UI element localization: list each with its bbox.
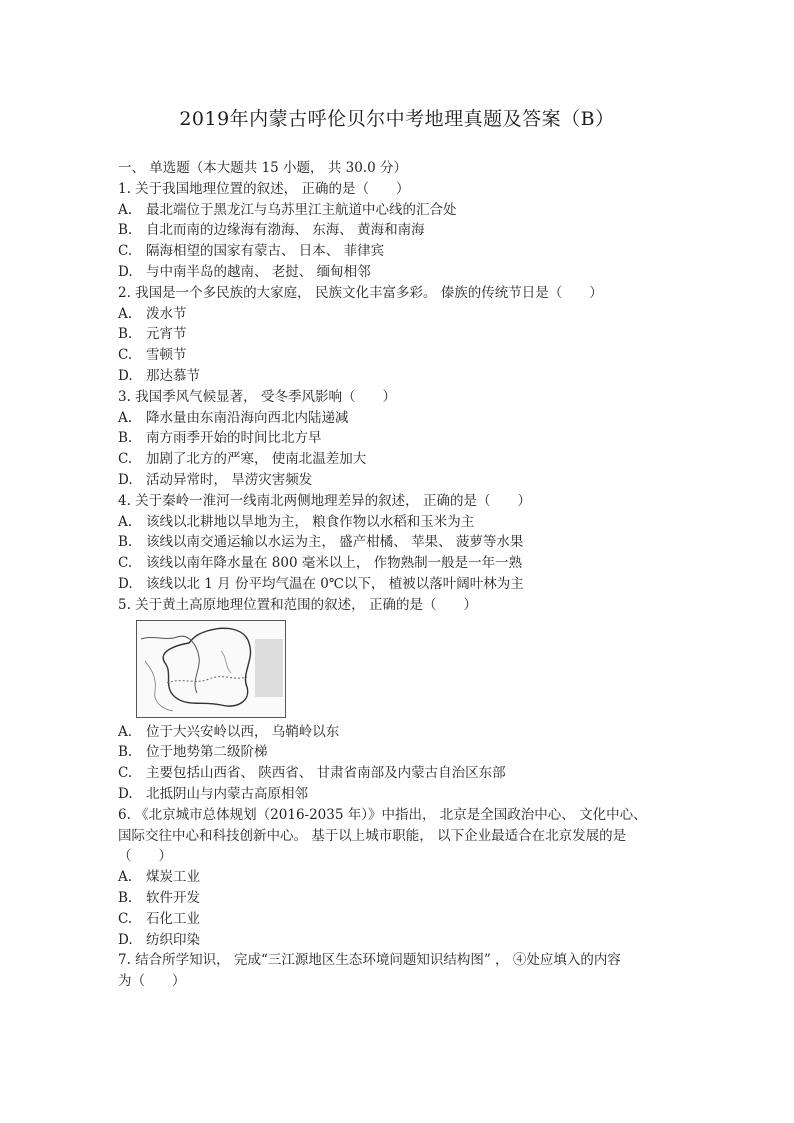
option-letter: C. bbox=[118, 555, 133, 572]
question-3-option-d[interactable] bbox=[118, 470, 698, 491]
option-letter: A. bbox=[118, 409, 133, 426]
question-3-option-b[interactable] bbox=[118, 428, 698, 449]
question-1-option-c[interactable] bbox=[118, 241, 698, 262]
question-1-stem: 1. 关于我国地理位置的叙述， 正确的是（ ） bbox=[118, 180, 410, 197]
option-text: 雪顿节 bbox=[146, 347, 187, 364]
option-text: 最北端位于黑龙江与乌苏里江主航道中心线的汇合处 bbox=[146, 201, 457, 218]
option-letter: A. bbox=[118, 305, 133, 322]
question-1-option-d[interactable] bbox=[118, 262, 698, 283]
option-letter: D. bbox=[118, 575, 133, 592]
option-text: 该线以南交通运输以水运为主， 盛产柑橘、 苹果、 菠萝等水果 bbox=[146, 534, 524, 551]
option-letter: B. bbox=[118, 326, 133, 343]
question-4-option-b[interactable] bbox=[118, 532, 698, 553]
option-text: 该线以南年降水量在 800 毫米以上， 作物熟制一般是一年一熟 bbox=[146, 555, 523, 572]
option-letter: D. bbox=[118, 263, 133, 280]
option-text: 石化工业 bbox=[146, 910, 200, 927]
option-text: 纺织印染 bbox=[146, 931, 200, 948]
option-letter: C. bbox=[118, 347, 133, 364]
option-text: 降水量由东南沿海向西北内陆递减 bbox=[146, 409, 349, 426]
option-text: 活动异常时， 旱涝灾害频发 bbox=[146, 471, 313, 488]
option-text: 该线以北耕地以旱地为主， 粮食作物以水稻和玉米为主 bbox=[146, 513, 475, 530]
option-letter: C. bbox=[118, 451, 133, 468]
option-letter: B. bbox=[118, 430, 133, 447]
question-6-option-c[interactable] bbox=[118, 909, 698, 930]
option-letter: A. bbox=[118, 201, 133, 218]
option-text: 北抵阴山与内蒙古高原相邻 bbox=[146, 785, 308, 802]
option-text: 那达慕节 bbox=[146, 367, 200, 384]
question-2-stem: 2. 我国是一个多民族的大家庭， 民族文化丰富多彩。 傣族的传统节日是（ ） bbox=[118, 284, 603, 301]
question-3-stem: 3. 我国季风气候显著， 受冬季风影响（ ） bbox=[118, 388, 396, 405]
option-letter: C. bbox=[118, 765, 133, 782]
question-6-option-d[interactable] bbox=[118, 930, 698, 951]
river-branch bbox=[221, 651, 231, 673]
option-letter: C. bbox=[118, 243, 133, 260]
question-4-option-a[interactable] bbox=[118, 512, 698, 533]
option-letter: B. bbox=[118, 222, 133, 239]
question-4-stem: 4. 关于秦岭一淮河一线南北两侧地理差异的叙述， 正确的是（ ） bbox=[118, 492, 531, 509]
plateau-boundary bbox=[163, 628, 250, 706]
question-2-option-b[interactable] bbox=[118, 324, 698, 345]
question-6-stem-line-1: 6. 《北京城市总体规划（2016-2035 年）》中指出， 北京是全国政治中心、 文化中心、 bbox=[118, 806, 647, 823]
option-letter: D. bbox=[118, 931, 133, 948]
option-text: 泼水节 bbox=[146, 305, 187, 322]
question-6-option-b[interactable] bbox=[118, 888, 698, 909]
option-letter: A. bbox=[118, 513, 133, 530]
page-title: 2019年内蒙古呼伦贝尔中考地理真题及答案（B） bbox=[179, 108, 615, 130]
question-5-option-c[interactable] bbox=[118, 763, 698, 784]
loess-plateau-map bbox=[136, 620, 286, 718]
shaded-region bbox=[255, 639, 283, 697]
question-7-stem-line-2: 为（ ） bbox=[118, 973, 186, 990]
option-text: 该线以北 1 月 份平均气温在 0℃以下， 植被以落叶阔叶林为主 bbox=[146, 575, 524, 592]
question-5-option-a[interactable] bbox=[118, 722, 698, 743]
option-text: 主要包括山西省、 陕西省、 甘肃省南部及内蒙古自治区东部 bbox=[146, 765, 506, 782]
river-line bbox=[141, 636, 199, 693]
option-text: 软件开发 bbox=[146, 889, 200, 906]
question-1-option-a[interactable] bbox=[118, 200, 698, 221]
option-letter: B. bbox=[118, 744, 133, 761]
option-letter: A. bbox=[118, 869, 133, 886]
question-2-option-a[interactable] bbox=[118, 304, 698, 325]
option-letter: C. bbox=[118, 910, 133, 927]
option-text: 隔海相望的国家有蒙古、 日本、 菲律宾 bbox=[146, 243, 385, 260]
question-4-option-c[interactable] bbox=[118, 553, 698, 574]
question-6-option-a[interactable] bbox=[118, 867, 698, 888]
question-2-option-c[interactable] bbox=[118, 345, 698, 366]
map-drawing bbox=[137, 621, 285, 717]
option-text: 与中南半岛的越南、 老挝、 缅甸相邻 bbox=[146, 263, 371, 280]
option-letter: B. bbox=[118, 534, 133, 551]
section-heading: 一、 单选题（本大题共 15 小题， 共 30.0 分） bbox=[118, 160, 407, 176]
question-5-option-d[interactable] bbox=[118, 784, 698, 805]
option-text: 加剧了北方的严寒， 使南北温差加大 bbox=[146, 451, 367, 468]
question-5-option-b[interactable] bbox=[118, 742, 698, 763]
question-3-option-c[interactable] bbox=[118, 449, 698, 470]
question-1-option-b[interactable] bbox=[118, 220, 698, 241]
province-boundary bbox=[167, 676, 247, 682]
question-2-option-d[interactable] bbox=[118, 366, 698, 387]
option-text: 位于地势第二级阶梯 bbox=[146, 744, 268, 761]
option-text: 自北而南的边缘海有渤海、 东海、 黄海和南海 bbox=[146, 222, 425, 239]
question-4-option-d[interactable] bbox=[118, 574, 698, 595]
option-letter: D. bbox=[118, 367, 133, 384]
option-text: 元宵节 bbox=[146, 326, 187, 343]
option-text: 煤炭工业 bbox=[146, 869, 200, 886]
option-letter: D. bbox=[118, 785, 133, 802]
question-3-option-a[interactable] bbox=[118, 408, 698, 429]
option-letter: D. bbox=[118, 471, 133, 488]
option-letter: B. bbox=[118, 889, 133, 906]
option-text: 位于大兴安岭以西， 乌鞘岭以东 bbox=[146, 723, 340, 740]
option-letter: A. bbox=[118, 723, 133, 740]
question-7-stem-line-1: 7. 结合所学知识， 完成“三江源地区生态环境问题知识结构图” ， ④处应填入的内容 bbox=[118, 952, 621, 969]
question-list bbox=[118, 158, 698, 992]
question-5-stem: 5. 关于黄土高原地理位置和范围的叙述， 正确的是（ ） bbox=[118, 596, 477, 613]
question-6-stem-line-3: （ ） bbox=[118, 848, 172, 865]
question-6-stem-line-2: 国际交往中心和科技创新中心。 基于以上城市职能， 以下企业最适合在北京发展的是 bbox=[118, 827, 627, 844]
option-text: 南方雨季开始的时间比北方早 bbox=[146, 430, 322, 447]
